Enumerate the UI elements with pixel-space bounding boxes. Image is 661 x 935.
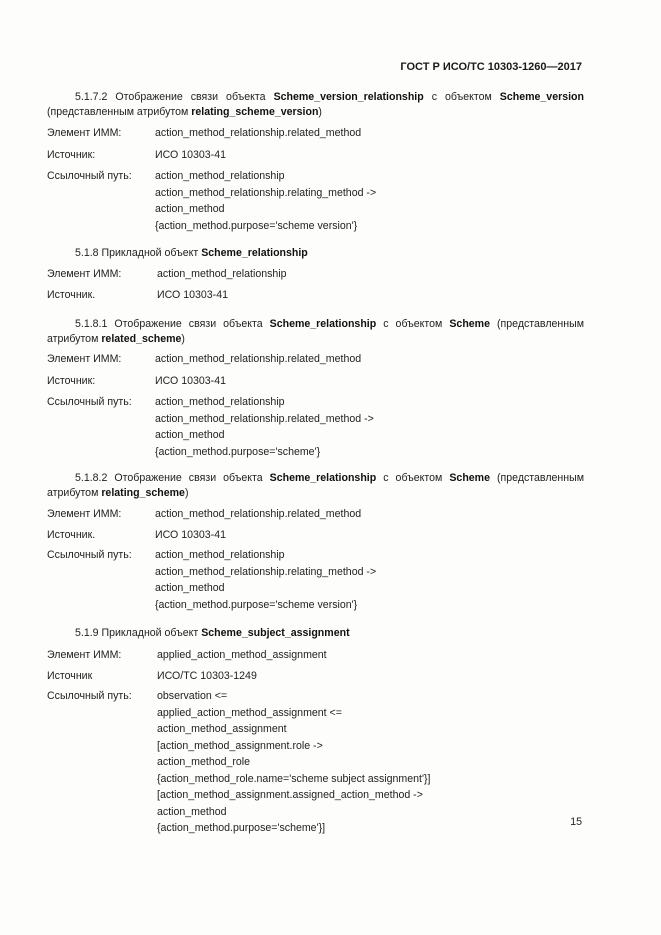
source-label: Источник (47, 669, 93, 682)
page-header: ГОСТ Р ИСО/ТС 10303-1260—2017 (400, 61, 582, 73)
path-line: action_method_relationship (155, 549, 285, 561)
source-value: ИСО 10303-41 (155, 148, 226, 161)
path-row (47, 597, 584, 614)
source-value: ИСО/ТС 10303-1249 (157, 669, 257, 682)
path-row (47, 564, 584, 581)
heading-5-1-8 (47, 246, 584, 261)
entity-name: Scheme_version (499, 91, 584, 103)
path-line: action_method (157, 805, 227, 818)
path-line: action_method_relationship (155, 396, 285, 408)
section-5-1-8-2 (47, 471, 584, 501)
para-text: Отображение связи объекта (107, 91, 274, 103)
path-row (47, 411, 584, 428)
clause-number: 5.1.8 (75, 247, 99, 259)
path-row (47, 820, 584, 837)
heading-5-1-9 (47, 626, 584, 641)
entity-name: Scheme (449, 318, 490, 330)
path-line: {action_method.purpose='scheme'}] (157, 822, 326, 834)
path-label: Ссылочный путь: (47, 170, 132, 182)
element-row (47, 125, 584, 142)
path-line: action_method_assignment (157, 723, 287, 735)
para-text: ) (181, 333, 185, 345)
path-line: [action_method_assignment.assigned_action_method -> (157, 789, 423, 801)
path-row (47, 754, 584, 771)
source-label: Источник. (47, 288, 96, 301)
source-label: Источник: (47, 148, 96, 161)
path-line: {action_method_role.name='scheme subject assignment'}] (157, 772, 431, 785)
attribute-name: relating_scheme_version (191, 106, 319, 118)
element-row (47, 266, 584, 283)
element-value: applied_action_method_assignment (157, 649, 327, 661)
source-row (47, 527, 584, 544)
para-text: (представленным атрибутом (47, 318, 584, 345)
path-line: action_method_relationship.relating_method -> (155, 565, 377, 578)
entity-name: Scheme_version_relationship (273, 91, 424, 103)
para-text: Прикладной объект (98, 627, 202, 639)
path-row (47, 580, 584, 597)
entity-name: Scheme_relationship (201, 247, 308, 259)
path-row (47, 804, 584, 821)
element-value: action_method_relationship.related_method (155, 508, 362, 520)
clause-number: 5.1.7.2 (75, 91, 108, 103)
element-value: action_method_relationship.related_method (155, 127, 362, 139)
attribute-name: relating_scheme (101, 487, 185, 499)
path-line: {action_method.purpose='scheme'} (155, 445, 321, 458)
path-row (47, 185, 584, 202)
entity-name: Scheme_relationship (269, 318, 377, 330)
mapping-block-4 (47, 506, 584, 613)
para-text: с объектом (376, 472, 450, 484)
mapping-block-5 (47, 647, 584, 837)
element-label: Элемент ИММ: (47, 508, 122, 520)
para-text: (представленным атрибутом (47, 106, 192, 118)
page-number: 15 (570, 816, 582, 828)
paragraph-5-1-8-1 (47, 317, 584, 347)
element-row (47, 506, 584, 523)
para-text: Отображение связи объекта (107, 318, 270, 330)
source-row (47, 668, 584, 685)
path-line: applied_action_method_assignment <= (157, 706, 342, 719)
element-label: Элемент ИММ: (47, 649, 122, 661)
path-row (47, 394, 584, 411)
path-row (47, 444, 584, 461)
element-label: Элемент ИММ: (47, 353, 122, 365)
section-5-1-9 (47, 626, 584, 641)
attribute-name: related_scheme (101, 333, 182, 345)
para-text: с объектом (423, 91, 500, 103)
element-row (47, 351, 584, 368)
path-row (47, 721, 584, 738)
element-row (47, 647, 584, 664)
paragraph-5-1-8-2 (47, 471, 584, 501)
source-label: Источник: (47, 374, 96, 387)
paragraph-5-1-7-2 (47, 90, 584, 120)
source-label: Источник. (47, 528, 96, 541)
path-row (47, 218, 584, 235)
path-line: action_method_relationship.related_method -> (155, 412, 374, 425)
entity-name: Scheme_relationship (269, 472, 377, 484)
para-text: с объектом (376, 318, 450, 330)
entity-name: Scheme (449, 472, 490, 484)
path-label: Ссылочный путь: (47, 690, 132, 702)
section-5-1-8 (47, 246, 584, 261)
path-line: action_method (155, 203, 225, 215)
element-label: Элемент ИММ: (47, 127, 122, 139)
path-line: observation <= (157, 690, 228, 702)
para-text: Прикладной объект (98, 247, 202, 259)
path-line: {action_method.purpose='scheme version'} (155, 219, 358, 232)
para-text: ) (318, 106, 322, 118)
source-value: ИСО 10303-41 (157, 288, 228, 301)
path-line: [action_method_assignment.role -> (157, 739, 323, 752)
mapping-block-2 (47, 266, 584, 303)
path-label: Ссылочный путь: (47, 396, 132, 408)
path-line: {action_method.purpose='scheme version'} (155, 598, 358, 611)
path-line: action_method_role (157, 756, 251, 768)
path-line: action_method (155, 582, 225, 594)
entity-name: Scheme_subject_assignment (201, 627, 350, 639)
path-row (47, 168, 584, 185)
para-text: ) (184, 487, 189, 499)
element-value: action_method_relationship (157, 268, 287, 280)
element-value: action_method_relationship.related_method (155, 353, 362, 365)
path-row (47, 787, 584, 804)
para-text: (представленным атрибутом (47, 472, 584, 499)
path-row (47, 201, 584, 218)
path-row (47, 771, 584, 788)
source-row (47, 287, 584, 304)
section-5-1-7-2 (47, 90, 584, 120)
path-row (47, 547, 584, 564)
path-row (47, 688, 584, 705)
clause-number: 5.1.9 (75, 627, 99, 639)
para-text: Отображение связи объекта (107, 472, 270, 484)
element-label: Элемент ИММ: (47, 268, 122, 280)
source-value: ИСО 10303-41 (155, 374, 226, 387)
clause-number: 5.1.8.2 (75, 472, 108, 484)
section-5-1-8-1 (47, 317, 584, 347)
path-line: action_method_relationship (155, 170, 285, 182)
path-row (47, 705, 584, 722)
source-value: ИСО 10303-41 (155, 528, 226, 541)
path-label: Ссылочный путь: (47, 549, 132, 561)
path-row (47, 738, 584, 755)
source-row (47, 147, 584, 164)
source-row (47, 373, 584, 390)
clause-number: 5.1.8.1 (75, 318, 108, 330)
mapping-block-1 (47, 125, 584, 234)
path-line: action_method_relationship.relating_method -> (155, 186, 377, 199)
mapping-block-3 (47, 351, 584, 460)
path-row (47, 427, 584, 444)
path-line: action_method (155, 429, 225, 441)
